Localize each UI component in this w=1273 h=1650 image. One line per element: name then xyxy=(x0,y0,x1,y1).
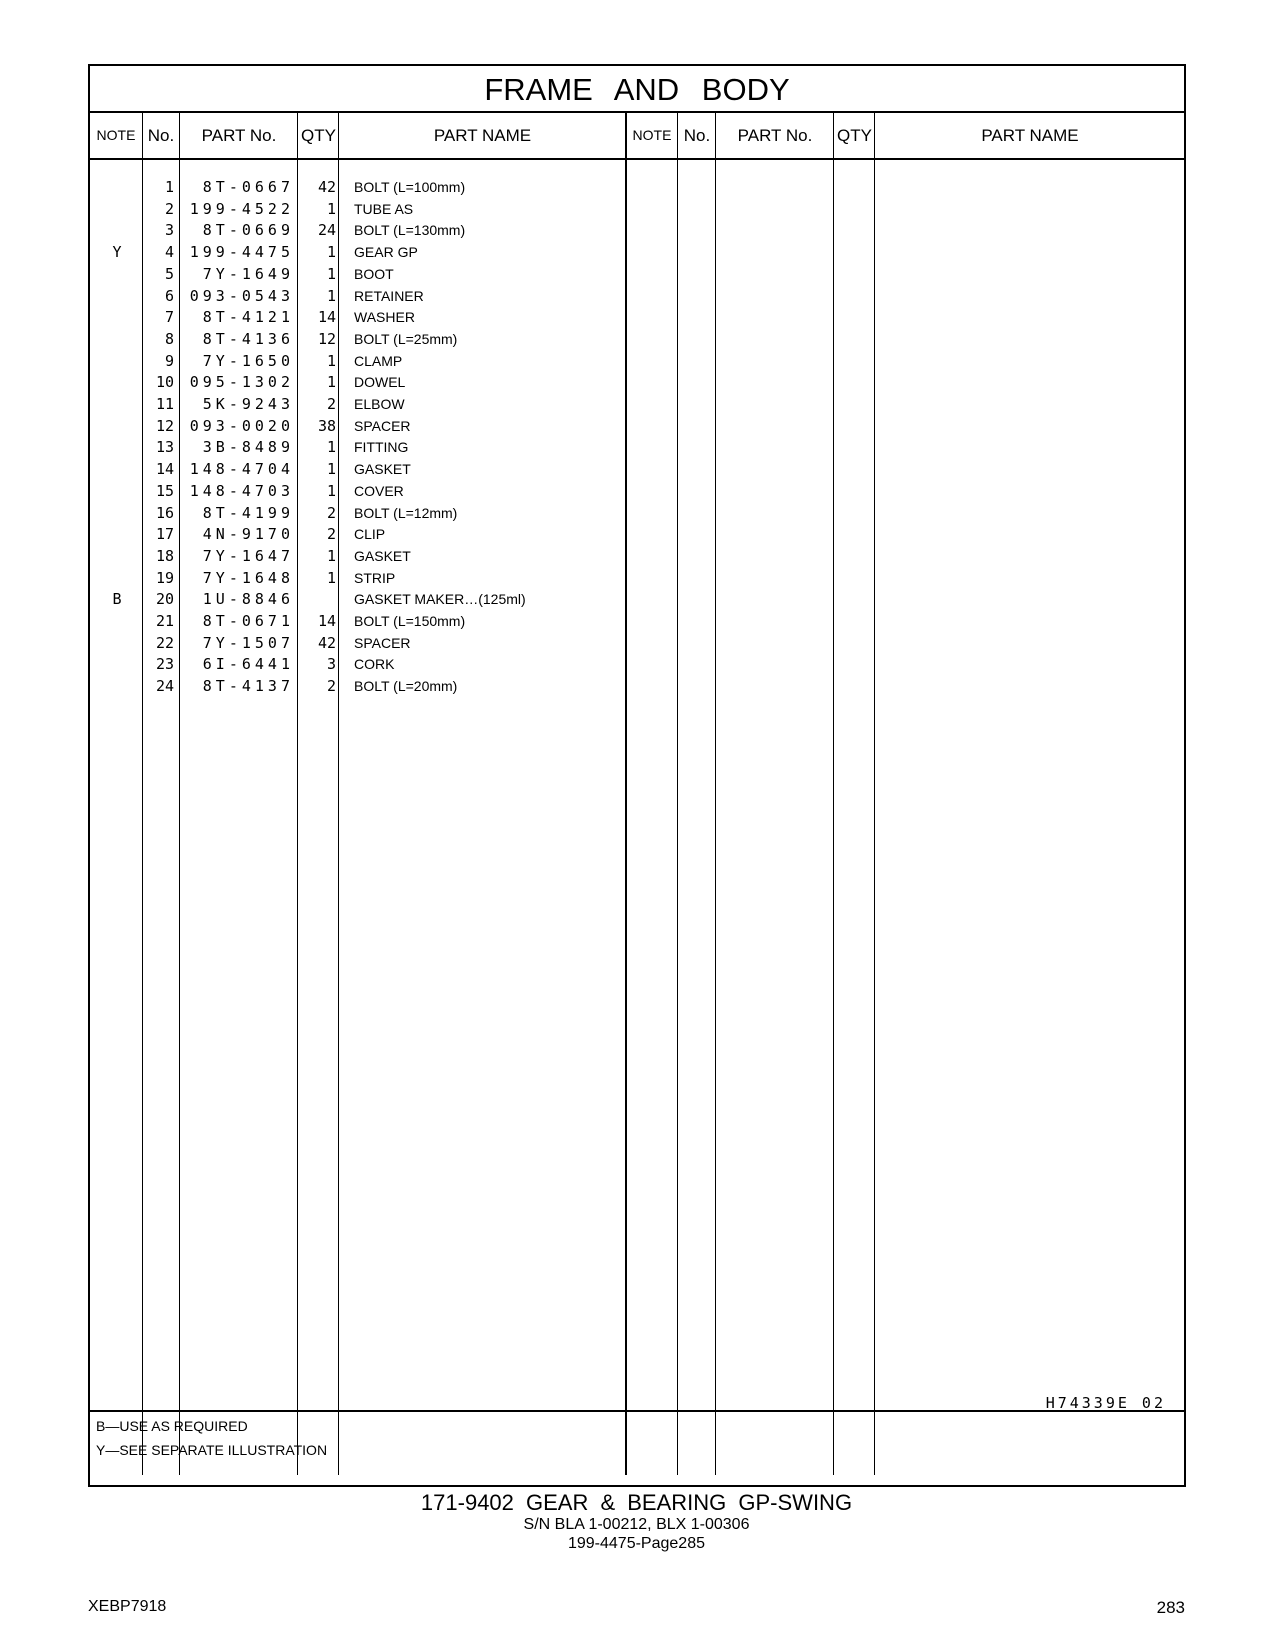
row-part-name: BOOT xyxy=(354,265,394,282)
row-part-number: 7Y-1647 xyxy=(202,546,294,565)
row-part-name: GASKET MAKER…(125ml) xyxy=(354,591,526,608)
row-part-number: 6I-6441 xyxy=(202,655,294,674)
row-part-name: GASKET xyxy=(354,547,411,564)
row-number: 21 xyxy=(155,612,174,630)
header-no-right: No. xyxy=(683,126,711,145)
row-number: 3 xyxy=(164,221,174,240)
row-quantity: 1 xyxy=(326,286,336,305)
row-quantity: 1 xyxy=(326,568,336,587)
row-quantity: 1 xyxy=(326,243,336,262)
row-number: 4 xyxy=(164,243,174,262)
table-row xyxy=(90,567,1184,590)
row-number: 24 xyxy=(155,677,174,696)
row-part-number: 7Y-1507 xyxy=(202,633,294,652)
header-part-no-right: PART No. xyxy=(737,126,813,145)
table-row xyxy=(90,241,1184,264)
row-number: 17 xyxy=(155,525,174,544)
row-number: 6 xyxy=(164,286,174,305)
table-row xyxy=(90,610,1184,633)
row-note: B xyxy=(112,590,122,609)
header-qty-right: QTY xyxy=(837,126,872,145)
row-part-name: ELBOW xyxy=(354,396,405,412)
row-part-number: 199-4522 xyxy=(189,199,294,218)
row-part-number: 093-0020 xyxy=(189,416,294,435)
header-part-name-left: PART NAME xyxy=(433,126,532,145)
table-row xyxy=(90,219,1184,242)
table-row xyxy=(90,328,1184,351)
header-part-no-left: PART No. xyxy=(201,126,277,145)
row-part-name: STRIP xyxy=(354,569,396,586)
table-row xyxy=(90,393,1184,416)
row-quantity: 1 xyxy=(326,199,336,218)
row-quantity: 1 xyxy=(326,373,336,392)
table-row xyxy=(90,436,1184,459)
table-row xyxy=(90,415,1184,438)
row-part-name: BOLT (L=20mm) xyxy=(354,678,458,695)
table-row xyxy=(90,653,1184,676)
row-quantity: 14 xyxy=(317,612,336,630)
row-part-name: BOLT (L=130mm) xyxy=(354,222,466,239)
row-part-name: WASHER xyxy=(354,309,415,326)
row-number: 22 xyxy=(155,633,174,652)
table-row xyxy=(90,675,1184,698)
row-number: 16 xyxy=(155,503,174,522)
row-part-number: 4N-9170 xyxy=(202,525,294,544)
row-part-number: 5K-9243 xyxy=(202,395,294,413)
row-number: 18 xyxy=(155,546,174,565)
row-part-name: RETAINER xyxy=(354,287,424,304)
row-part-number: 7Y-1648 xyxy=(202,568,294,587)
caption-page-ref: 199-4475-Page285 xyxy=(567,1535,705,1552)
row-note: Y xyxy=(112,243,122,262)
illustration-code: H74339E 02 xyxy=(1045,1394,1166,1412)
row-part-name: COVER xyxy=(354,482,404,499)
row-part-name: SPACER xyxy=(354,417,411,434)
table-row xyxy=(90,545,1184,568)
row-number: 13 xyxy=(155,438,174,457)
row-number: 1 xyxy=(164,178,174,196)
table-row xyxy=(90,350,1184,373)
frame-title: FRAME AND BODY xyxy=(90,66,1184,113)
table-row xyxy=(90,263,1184,286)
row-part-name: DOWEL xyxy=(354,374,406,391)
row-part-number: 8T-4137 xyxy=(202,677,294,696)
header-no-left: No. xyxy=(147,126,175,145)
row-part-number: 199-4475 xyxy=(189,243,294,262)
row-number: 10 xyxy=(155,373,174,392)
row-quantity: 42 xyxy=(317,178,336,196)
row-part-name: CLIP xyxy=(354,526,386,543)
row-part-number: 8T-0667 xyxy=(202,178,294,196)
row-quantity: 2 xyxy=(326,503,336,522)
footer-divider xyxy=(90,1410,1184,1412)
row-part-number: 8T-4136 xyxy=(202,329,294,348)
row-part-name: GEAR GP xyxy=(354,244,418,261)
row-quantity: 14 xyxy=(317,308,336,327)
row-part-number: 8T-0671 xyxy=(202,612,294,630)
row-part-name: GASKET xyxy=(354,461,411,478)
table-header xyxy=(90,113,1184,160)
row-part-number: 7Y-1649 xyxy=(202,264,294,283)
row-part-number: 095-1302 xyxy=(189,373,294,392)
table-row xyxy=(90,371,1184,394)
table-row xyxy=(90,285,1184,308)
row-number: 20 xyxy=(155,590,174,609)
row-number: 2 xyxy=(164,199,174,218)
header-note-left: NOTE xyxy=(96,127,136,143)
row-part-number: 148-4703 xyxy=(189,481,294,500)
row-quantity: 2 xyxy=(326,677,336,696)
row-part-name: BOLT (L=25mm) xyxy=(354,330,458,347)
row-part-name: FITTING xyxy=(354,439,409,456)
row-part-number: 8T-4199 xyxy=(202,503,294,522)
row-quantity: 1 xyxy=(326,351,336,370)
row-quantity: 24 xyxy=(317,221,336,240)
table-row xyxy=(90,523,1184,546)
row-part-number: 8T-4121 xyxy=(202,308,294,327)
parts-table-frame xyxy=(88,64,1186,1487)
table-row xyxy=(90,306,1184,329)
header-note-right: NOTE xyxy=(632,127,672,143)
row-number: 15 xyxy=(155,481,174,500)
row-part-name: BOLT (L=100mm) xyxy=(354,179,466,195)
row-quantity: 12 xyxy=(317,329,336,348)
row-quantity: 1 xyxy=(326,264,336,283)
table-row xyxy=(90,176,1184,199)
table-row xyxy=(90,588,1184,611)
row-part-name: BOLT (L=150mm) xyxy=(354,613,466,629)
caption-title: 171-9402 GEAR & BEARING GP-SWING xyxy=(420,1490,853,1515)
header-part-name-right: PART NAME xyxy=(981,126,1079,145)
header-qty-left: QTY xyxy=(301,126,336,145)
row-number: 12 xyxy=(155,416,174,435)
row-number: 11 xyxy=(155,395,174,413)
row-number: 5 xyxy=(164,264,174,283)
row-part-number: 3B-8489 xyxy=(202,438,294,457)
row-quantity: 1 xyxy=(326,546,336,565)
table-row xyxy=(90,632,1184,655)
row-part-number: 093-0543 xyxy=(189,286,294,305)
row-part-number: 148-4704 xyxy=(189,460,294,479)
row-part-name: SPACER xyxy=(354,634,411,651)
table-row xyxy=(90,480,1184,503)
caption-serial: S/N BLA 1-00212, BLX 1-00306 xyxy=(523,1516,750,1533)
table-row xyxy=(90,458,1184,481)
row-quantity: 38 xyxy=(317,416,336,435)
row-quantity: 1 xyxy=(326,460,336,479)
row-number: 8 xyxy=(164,329,174,348)
row-number: 19 xyxy=(155,568,174,587)
table-row xyxy=(90,502,1184,525)
document-id: XEBP7918 xyxy=(88,1598,167,1615)
row-quantity: 3 xyxy=(326,655,336,674)
row-quantity: 1 xyxy=(326,438,336,457)
row-part-number: 7Y-1650 xyxy=(202,351,294,370)
row-number: 23 xyxy=(155,655,174,674)
row-part-number: 8T-0669 xyxy=(202,221,294,240)
table-row xyxy=(90,198,1184,221)
row-quantity: 42 xyxy=(317,633,336,652)
row-quantity: 2 xyxy=(326,525,336,544)
row-number: 9 xyxy=(164,351,174,370)
row-quantity: 2 xyxy=(326,395,336,413)
row-part-name: BOLT (L=12mm) xyxy=(354,504,458,521)
row-number: 14 xyxy=(155,460,174,479)
row-part-name: CORK xyxy=(354,656,395,673)
note-b: B—USE AS REQUIRED xyxy=(96,1418,248,1434)
row-part-name: TUBE AS xyxy=(354,200,414,217)
row-quantity: 1 xyxy=(326,481,336,500)
page-number: 283 xyxy=(1156,1598,1185,1617)
row-number: 7 xyxy=(164,308,174,327)
row-part-number: 1U-8846 xyxy=(202,590,294,609)
note-y: Y—SEE SEPARATE ILLUSTRATION xyxy=(96,1442,328,1458)
row-part-name: CLAMP xyxy=(354,352,403,369)
